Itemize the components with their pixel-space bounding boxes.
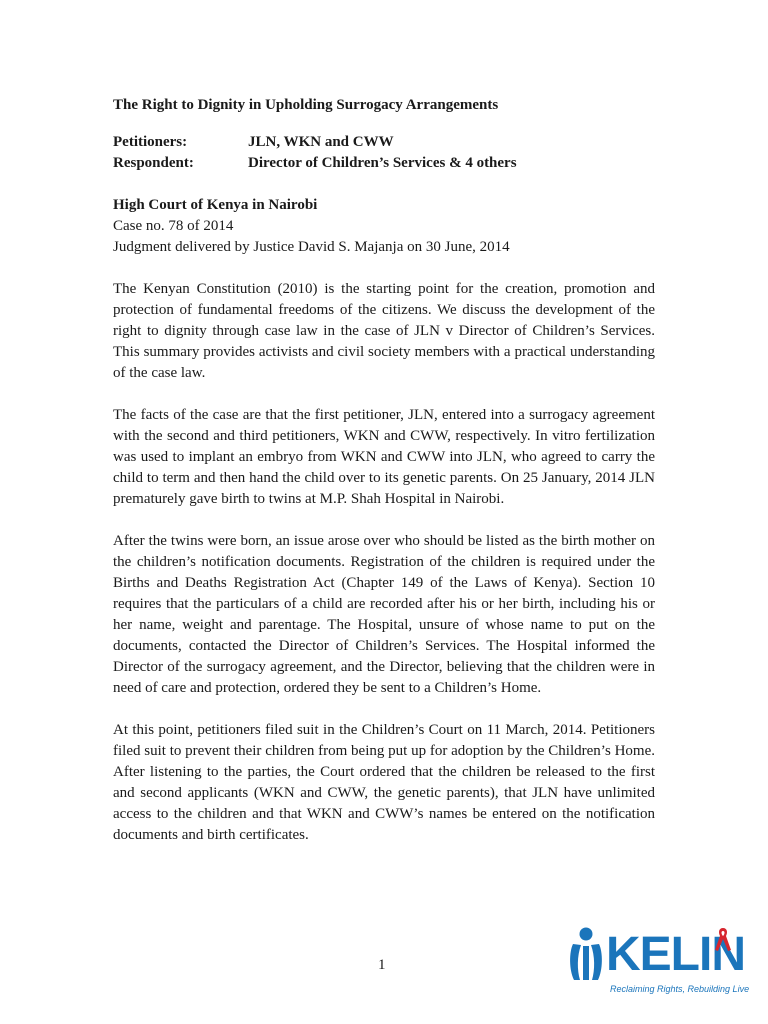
case-info [113,195,655,258]
parties-block [113,132,655,174]
petitioners-row [113,132,655,153]
page-number: 1 [378,957,386,973]
logo-tagline: Reclaiming Rights, Rebuilding Live [610,984,750,994]
document-body [113,95,655,846]
judgment-line: Judgment delivered by Justice David S. Majanja on 30 June, 2014 [113,239,510,255]
court-name: High Court of Kenya in Nairobi [113,197,318,213]
document-title: The Right to Dignity in Upholding Surrogacy Arrangements [113,97,499,113]
paragraph: The facts of the case are that the first petitioner, JLN, entered into a surrogacy agreement with the second and third petitioners, WKN and CWW, respectively. In vitro fertilization was used to implant an embryo from WKN and CWW into JLN, who agreed to carry the child to term and then hand the child over to its genetic parents. On 25 January, 2014 JLN prematurely gave birth to twins at M.P. Shah Hospital in Nairobi. [113,407,655,507]
red-ribbon-icon [713,926,733,952]
paragraph: The Kenyan Constitution (2010) is the starting point for the creation, promotion and protection of fundamental freedoms of the citizens. We discuss the development of the right to dignity through case law in the case of JLN v Director of Children’s Services. This summary provides activists and civil society members with a practical understanding of the case law. [113,281,655,381]
logo-wordmark: KELIN [606,928,745,981]
respondent-row [113,153,655,174]
case-number: Case no. 78 of 2014 [113,218,234,234]
person-figure-icon [566,926,606,982]
respondent-value: Director of Children’s Services & 4 others [248,155,517,171]
petitioners-label: Petitioners: [113,134,188,150]
respondent-label: Respondent: [113,155,194,171]
paragraph: After the twins were born, an issue arose over who should be listed as the birth mother on the children’s notification documents. Registration of the children is required under the Births and Deaths Registration Act (Chapter 149 of the Laws of Kenya). Section 10 requires that the particulars of a child are recorded after his or her birth, including his or her name, weight and parentage. The Hospital, unsure of whose name to put on the documents, contacted the Director of Children’s Services. The Hospital informed the Director of the surrogacy agreement, and the Director, believing that the children were in need of care and protection, ordered they be sent to a Children’s Home. [113,533,655,696]
kelin-logo [566,926,750,1002]
petitioners-value: JLN, WKN and CWW [248,134,394,150]
paragraph: At this point, petitioners filed suit in the Children’s Court on 11 March, 2014. Petitioners filed suit to prevent their children from being put up for adoption by the Children’s Home. After listening to the parties, the Court ordered that the children be released to the first and second applicants (WKN and CWW, the genetic parents), that JLN have unlimited access to the children and that WKN and CWW’s names be entered on the notification documents and birth certificates. [113,722,655,843]
